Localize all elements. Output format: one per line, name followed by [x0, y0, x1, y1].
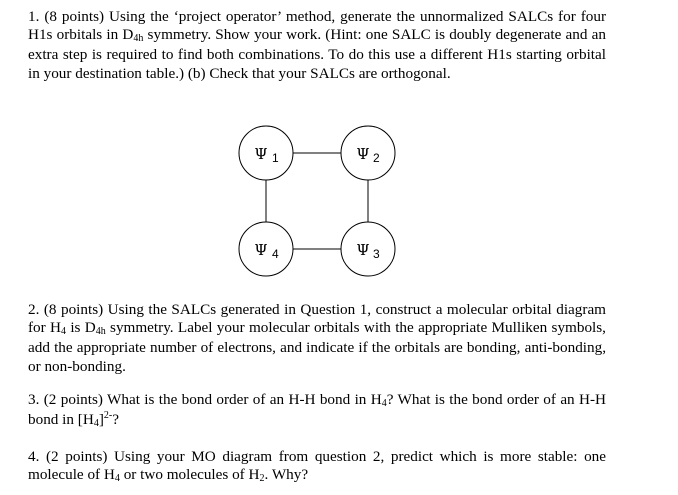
question-3-text-d: ? — [112, 411, 119, 429]
h4-orbital-square — [228, 118, 418, 278]
question-2-text-b: is D — [66, 319, 96, 337]
d4h-subscript: 4h — [133, 33, 144, 45]
h4-subscript: 4 — [114, 473, 120, 485]
question-2-text-c: symmetry. Label your molecular orbitals with the appropriate Mulliken symbols, add the appropriate number of electrons, and indicate if the orbitals are bonding, anti-bonding, or non-bonding. — [28, 319, 606, 375]
question-4 — [28, 448, 606, 486]
h2-subscript: 2 — [259, 473, 265, 485]
psi-4-symbol: Ψ — [254, 241, 268, 259]
psi-2-symbol: Ψ — [356, 145, 370, 163]
question-1 — [28, 8, 606, 83]
psi-1-symbol: Ψ — [254, 145, 268, 163]
question-1-text-a: 1. (8 points) Using the ‘project operator’ method, generate the unnormalized SALCs for four H1s orbitals in D — [28, 8, 606, 44]
question-3-text-a: 3. (2 points) What is the bond order of an H-H bond in H — [28, 391, 382, 408]
question-3-text-b: ? What is the bond order of an H-H bond in [H — [28, 391, 607, 429]
psi-3-symbol: Ψ — [356, 241, 370, 259]
question-3-text-c: ] — [98, 411, 104, 429]
question-2 — [28, 301, 606, 376]
psi-2-index: 2 — [373, 151, 380, 165]
psi-4-index: 4 — [272, 247, 279, 261]
psi-1-index: 1 — [272, 151, 279, 165]
charge-superscript: 2- — [103, 410, 113, 422]
question-4-text-b: or two molecules of H — [119, 466, 260, 484]
question-3 — [28, 391, 606, 431]
question-4-text-a: 4. (2 points) Using your MO diagram from question 2, predict which is more stable: one molecule of H — [28, 448, 606, 484]
h4-subscript: 4 — [61, 326, 66, 338]
question-1-text-b: symmetry. Show your work. (Hint: one SALC is doubly degenerate and an extra step is required to find both combinations. To do this use a different H1s starting orbital in your destination table.) (b) Check that your SALCs are orthogonal. — [28, 26, 606, 82]
h4-subscript: 4 — [93, 418, 99, 430]
question-2-text-a: 2. (8 points) Using the SALCs generated in Question 1, construct a molecular orbital diagram for H — [28, 301, 606, 337]
h4-subscript: 4 — [381, 398, 387, 409]
psi-3-index: 3 — [373, 247, 380, 261]
d4h-subscript: 4h — [95, 326, 106, 338]
question-4-text-c: . Why? — [264, 466, 309, 484]
h4-square-diagram — [228, 118, 418, 278]
